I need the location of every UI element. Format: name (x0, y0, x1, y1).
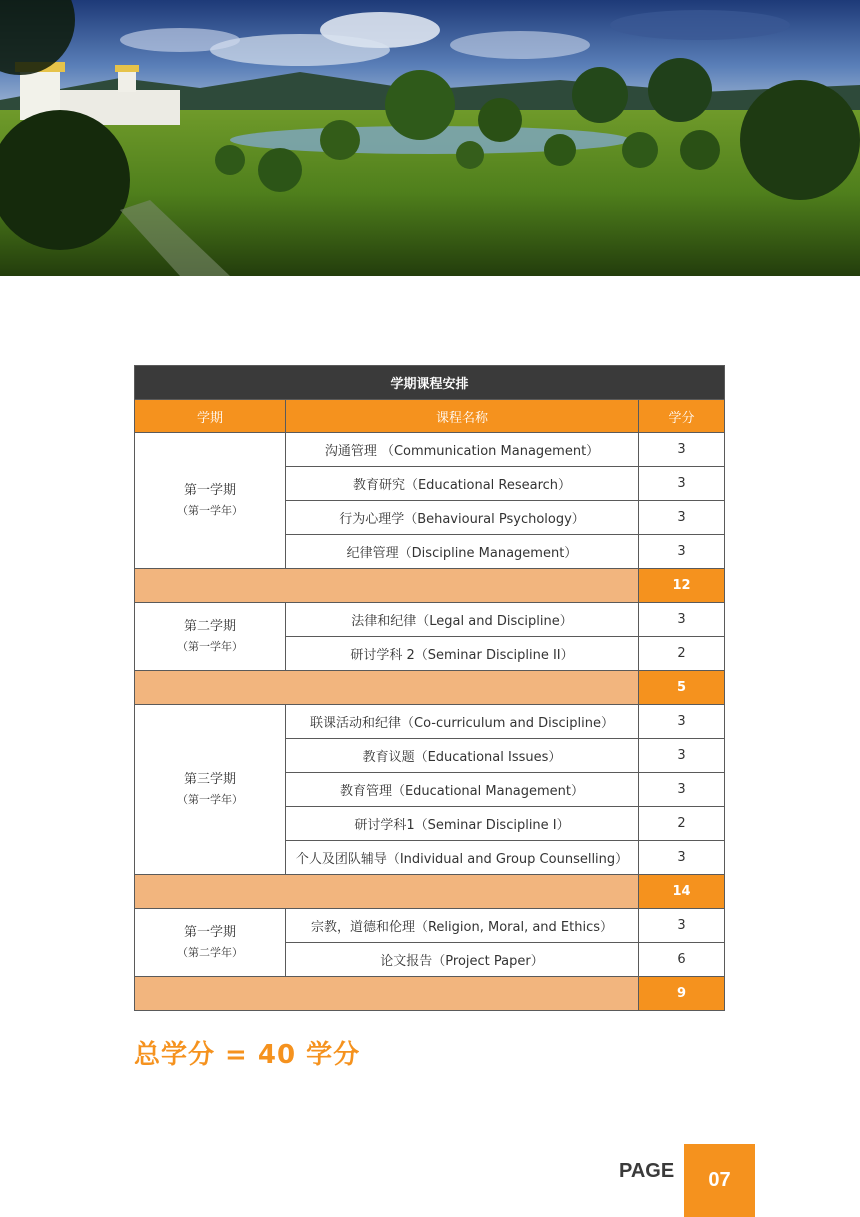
course-credit: 3 (639, 603, 725, 637)
table-row (135, 909, 725, 943)
course-name: 行为心理学（Behavioural Psychology） (286, 501, 639, 535)
table-row (135, 433, 725, 467)
table-row (135, 705, 725, 739)
course-credit: 3 (639, 841, 725, 875)
course-name: 个人及团队辅导（Individual and Group Counselling） (286, 841, 639, 875)
subtotal-value: 5 (639, 671, 725, 705)
course-name: 研讨学科 2（Seminar Discipline II） (286, 637, 639, 671)
semester-cell (135, 433, 286, 569)
course-credit: 6 (639, 943, 725, 977)
subtotal-value: 12 (639, 569, 725, 603)
semester-label: 第二学期 (183, 618, 236, 634)
course-name: 法律和纪律（Legal and Discipline） (286, 603, 639, 637)
course-credit: 3 (639, 705, 725, 739)
subtotal-row (135, 977, 725, 1011)
semester-cell (135, 909, 286, 977)
course-credit: 3 (639, 773, 725, 807)
course-name: 教育研究（Educational Research） (286, 467, 639, 501)
course-credit: 3 (639, 467, 725, 501)
campus-banner-image (0, 0, 860, 276)
table-header-row (135, 400, 725, 433)
semester-year: （第一学年） (177, 639, 243, 653)
semester-year: （第一学年） (177, 503, 243, 517)
course-name: 纪律管理（Discipline Management） (286, 535, 639, 569)
course-name: 教育议题（Educational Issues） (286, 739, 639, 773)
semester-label: 第三学期 (183, 771, 236, 787)
header-credit: 学分 (639, 400, 725, 433)
subtotal-spacer (135, 977, 639, 1011)
subtotal-spacer (135, 875, 639, 909)
course-credit: 3 (639, 535, 725, 569)
semester-year: （第一学年） (177, 792, 243, 806)
subtotal-spacer (135, 671, 639, 705)
course-name: 沟通管理 （Communication Management） (286, 433, 639, 467)
header-semester: 学期 (135, 400, 286, 433)
course-credit: 3 (639, 909, 725, 943)
total-credits: 总学分 = 40 学分 (134, 1040, 361, 1070)
course-credit: 3 (639, 433, 725, 467)
course-name: 联课活动和纪律（Co-curriculum and Discipline） (286, 705, 639, 739)
subtotal-spacer (135, 569, 639, 603)
subtotal-row (135, 671, 725, 705)
subtotal-row (135, 875, 725, 909)
course-credit: 3 (639, 739, 725, 773)
semester-year: （第二学年） (177, 945, 243, 959)
course-schedule-table (134, 365, 725, 1011)
course-name: 宗教，道德和伦理（Religion, Moral, and Ethics） (286, 909, 639, 943)
course-name: 论文报告（Project Paper） (286, 943, 639, 977)
table-row (135, 603, 725, 637)
subtotal-row (135, 569, 725, 603)
page-label: PAGE (619, 1160, 675, 1182)
semester-cell (135, 603, 286, 671)
course-name: 研讨学科1（Seminar Discipline I） (286, 807, 639, 841)
table-title-row (135, 366, 725, 400)
subtotal-value: 14 (639, 875, 725, 909)
course-name: 教育管理（Educational Management） (286, 773, 639, 807)
course-credit: 2 (639, 807, 725, 841)
semester-cell (135, 705, 286, 875)
course-credit: 3 (639, 501, 725, 535)
table-title: 学期课程安排 (135, 366, 725, 400)
course-credit: 2 (639, 637, 725, 671)
header-course: 课程名称 (286, 400, 639, 433)
page-number: 07 (684, 1144, 755, 1217)
semester-label: 第一学期 (183, 924, 236, 940)
semester-label: 第一学期 (183, 482, 236, 498)
subtotal-value: 9 (639, 977, 725, 1011)
